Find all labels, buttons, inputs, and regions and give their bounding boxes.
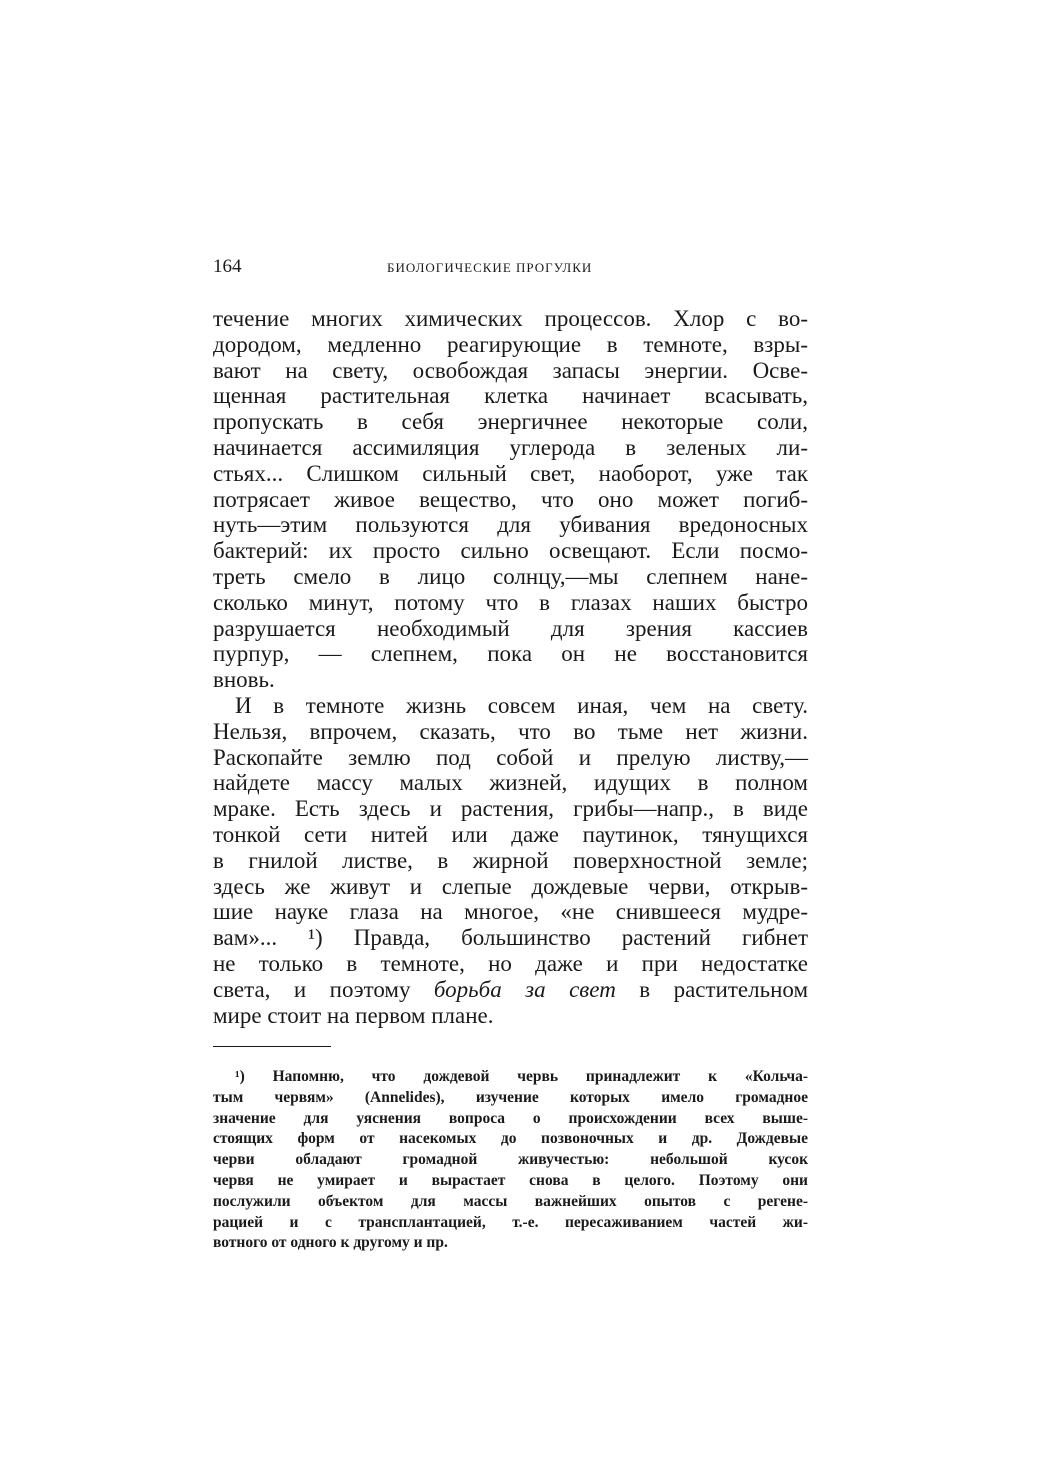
emphasis-borba-za-svet: борьба за свет [433, 976, 616, 1002]
text-line: здесь же живут и слепые дождевые черви, открыв- [213, 873, 808, 899]
paragraph-2 [213, 693, 808, 1028]
text-line: вам»... ¹) Правда, большинство растений гибнет [213, 925, 808, 951]
text-line: тонкой сети нитей или даже паутинок, тянущихся [213, 821, 808, 847]
text-line: щенная растительная клетка начинает всасывать, [213, 383, 808, 409]
running-title: БИОЛОГИЧЕСКИЕ ПРОГУЛКИ [387, 260, 593, 275]
text-line: сколько минут, потому что в глазах наших быстро [213, 589, 808, 615]
text-line: начинается ассимиляция углерода в зеленых ли- [213, 434, 808, 460]
footnote-line: червя не умирает и вырастает снова в целого. Поэтому они [213, 1171, 808, 1189]
text-line: найдете массу малых жизней, идущих в полном [213, 770, 808, 796]
text-line-with-emphasis [213, 977, 808, 1003]
footnote-line: значение для уяснения вопроса о происхождении всех выше- [213, 1109, 808, 1127]
text-line: мире стоит на первом плане. [213, 1002, 494, 1028]
footnote-line: рацией и с трансплантацией, т.-е. пересаживанием частей жи- [213, 1213, 808, 1231]
footnote-line: стоящих форм от насекомых до позвоночных и др. Дождевые [213, 1130, 808, 1148]
line-start: света, и поэтому [213, 976, 411, 1002]
line-end: в растительном [639, 976, 809, 1002]
text-line: Нельзя, впрочем, сказать, что во тьме нет жизни. [213, 718, 808, 744]
text-line: нуть—этим пользуются для убивания вредоносных [213, 512, 808, 538]
footnote-line: черви обладают громадной живучестью: небольшой кусок [213, 1151, 808, 1169]
text-line: мраке. Есть здесь и растения, грибы—напр., в виде [213, 796, 808, 822]
text-line: бактерий: их просто сильно освещают. Если посмо- [213, 538, 808, 564]
text-line: вновь. [213, 667, 275, 693]
text-line: потрясает живое вещество, что оно может погиб- [213, 486, 808, 512]
paragraph-1 [213, 306, 808, 693]
footnote-line: тым червям» (Annelides), изучение которых имело громадное [213, 1088, 808, 1106]
footnote-line: ¹) Напомню, что дождевой червь принадлежит к «Кольча- [235, 1068, 808, 1085]
page-header [213, 254, 808, 280]
text-line: пропускать в себя энергичнее некоторые соли, [213, 409, 808, 435]
text-line: пурпур, — слепнем, пока он не восстановится [213, 641, 808, 667]
text-line: шие науке глаза на многое, «не снившееся мудре- [213, 899, 808, 925]
footnote-line: вотного от одного к другому и пр. [213, 1234, 448, 1252]
footnote-divider [213, 1046, 331, 1047]
text-line: течение многих химических процессов. Хлор с во- [213, 306, 808, 331]
text-line: Раскопайте землю под собой и прелую листву,— [213, 744, 808, 770]
text-line: в гнилой листве, в жирной поверхностной земле; [213, 847, 808, 873]
text-line: вают на свету, освобождая запасы энергии. Осве- [213, 357, 808, 383]
footnote [213, 1067, 808, 1254]
page-number: 164 [213, 256, 242, 277]
text-line: стьях... Слишком сильный свет, наоборот, уже так [213, 460, 808, 486]
text-line: треть смело в лицо солнцу,—мы слепнем нане- [213, 563, 808, 589]
text-line: разрушается необходимый для зрения кассиев [213, 615, 808, 641]
main-text [213, 306, 808, 1028]
text-line: дородом, медленно реагирующие в темноте, взры- [213, 331, 808, 357]
text-line: И в темноте жизнь совсем иная, чем на свету. [235, 692, 808, 718]
text-line: не только в темноте, но даже и при недостатке [213, 950, 808, 976]
footnote-line: послужили объектом для массы важнейших опытов с регене- [213, 1192, 808, 1210]
